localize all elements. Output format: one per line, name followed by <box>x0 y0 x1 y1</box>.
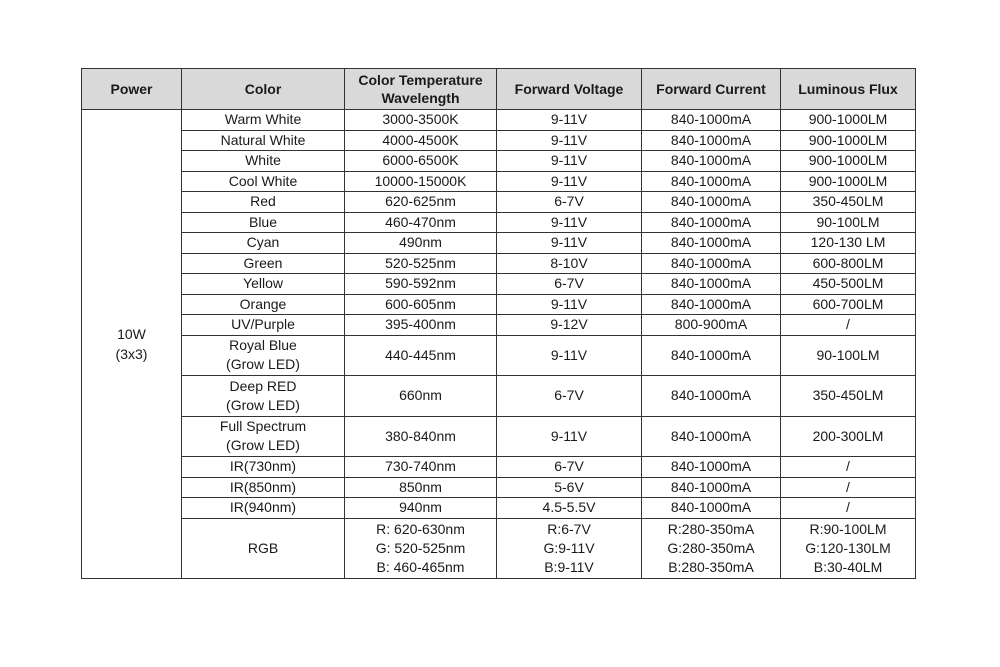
color-cell <box>182 212 345 233</box>
flux-cell-text: 600-700LM <box>812 295 884 312</box>
color-cell <box>182 315 345 336</box>
table-row <box>82 477 916 498</box>
voltage-cell <box>497 315 642 336</box>
flux-cell-text: / <box>846 458 850 475</box>
voltage-cell <box>497 477 642 498</box>
current-cell <box>642 171 781 192</box>
flux-cell <box>781 274 916 295</box>
header-forward-current: Forward Current <box>642 69 781 110</box>
current-cell-text: 840-1000mA <box>670 346 752 363</box>
voltage-cell <box>497 110 642 131</box>
color-cell <box>182 294 345 315</box>
temperature-cell <box>345 416 497 457</box>
color-cell-text: RGB <box>247 539 279 556</box>
temperature-cell <box>345 253 497 274</box>
voltage-cell-text: 9-11V <box>550 213 588 230</box>
flux-cell-text: B:30-40LM <box>813 558 883 575</box>
current-cell <box>642 315 781 336</box>
voltage-cell <box>497 171 642 192</box>
temperature-cell-text: 600-605nm <box>385 295 456 312</box>
voltage-cell-text: 9-11V <box>550 234 588 251</box>
temperature-cell <box>345 518 497 578</box>
header-row <box>82 69 916 110</box>
current-cell <box>642 110 781 131</box>
temperature-cell <box>345 457 497 478</box>
table-row <box>82 274 916 295</box>
flux-cell <box>781 416 916 457</box>
header-forward-voltage: Forward Voltage <box>497 69 642 110</box>
table-row <box>82 130 916 151</box>
flux-cell-text: 90-100LM <box>816 346 880 363</box>
header-power: Power <box>82 69 182 110</box>
current-cell <box>642 233 781 254</box>
flux-cell <box>781 110 916 131</box>
voltage-cell-text: 6-7V <box>554 387 584 404</box>
table-body <box>82 110 916 579</box>
current-cell <box>642 335 781 376</box>
temperature-cell <box>345 376 497 417</box>
current-cell-text: B:280-350mA <box>668 558 754 575</box>
color-cell <box>182 477 345 498</box>
temperature-cell <box>345 294 497 315</box>
current-cell-text: 840-1000mA <box>670 172 752 189</box>
table-row <box>82 498 916 519</box>
current-cell <box>642 416 781 457</box>
voltage-cell-text: B:9-11V <box>544 558 594 575</box>
voltage-cell-text: 9-11V <box>550 131 588 148</box>
table-row <box>82 192 916 213</box>
temperature-cell-text: R: 620-630nm <box>376 520 465 537</box>
current-cell-text: 800-900mA <box>674 316 748 333</box>
current-cell <box>642 253 781 274</box>
table-row <box>82 110 916 131</box>
table-row <box>82 171 916 192</box>
voltage-cell-text: 9-12V <box>550 316 588 333</box>
flux-cell <box>781 130 916 151</box>
voltage-cell <box>497 416 642 457</box>
color-cell <box>182 457 345 478</box>
voltage-cell <box>497 518 642 578</box>
power-cell <box>82 110 182 579</box>
color-cell-text: Full Spectrum <box>219 418 307 435</box>
color-cell-text: Cool White <box>228 172 298 189</box>
color-cell <box>182 376 345 417</box>
flux-cell-text: 900-1000LM <box>808 111 888 128</box>
voltage-cell-text: 6-7V <box>554 275 584 292</box>
current-cell <box>642 294 781 315</box>
voltage-cell <box>497 376 642 417</box>
flux-cell <box>781 192 916 213</box>
table-row <box>82 294 916 315</box>
flux-cell <box>781 151 916 172</box>
color-cell <box>182 192 345 213</box>
color-cell-text: Royal Blue <box>229 337 297 354</box>
current-cell-text: 840-1000mA <box>670 193 752 210</box>
table-row <box>82 315 916 336</box>
header-color-temperature <box>345 69 497 110</box>
current-cell <box>642 130 781 151</box>
table-row <box>82 151 916 172</box>
header-temp-line-2: Wavelength <box>381 90 460 106</box>
color-cell-text: (Grow LED) <box>226 356 300 373</box>
voltage-cell-text: 5-6V <box>554 478 584 495</box>
voltage-cell <box>497 498 642 519</box>
voltage-cell <box>497 212 642 233</box>
flux-cell <box>781 518 916 578</box>
color-cell-text: IR(730nm) <box>229 458 297 475</box>
voltage-cell-text: 9-11V <box>550 111 588 128</box>
color-cell <box>182 416 345 457</box>
color-cell-text: Orange <box>239 295 287 312</box>
color-cell-text: (Grow LED) <box>226 396 300 413</box>
current-cell <box>642 274 781 295</box>
current-cell-text: 840-1000mA <box>670 254 752 271</box>
color-cell-text: Red <box>250 193 276 210</box>
table-row <box>82 518 916 578</box>
color-cell-text: Deep RED <box>229 377 297 394</box>
color-cell-text: Yellow <box>243 275 283 292</box>
voltage-cell <box>497 192 642 213</box>
color-cell-text: Green <box>243 254 283 271</box>
color-cell <box>182 335 345 376</box>
temperature-cell <box>345 477 497 498</box>
temperature-cell-text: 460-470nm <box>385 213 456 230</box>
temperature-cell-text: 520-525nm <box>385 254 456 271</box>
temperature-cell-text: 440-445nm <box>385 346 456 363</box>
current-cell <box>642 457 781 478</box>
power-line: (3x3) <box>115 345 148 362</box>
flux-cell-text: 900-1000LM <box>808 152 888 169</box>
voltage-cell-text: 8-10V <box>550 254 588 271</box>
power-line: 10W <box>117 325 146 342</box>
temperature-cell <box>345 192 497 213</box>
flux-cell <box>781 335 916 376</box>
current-cell-text: 840-1000mA <box>670 213 752 230</box>
temperature-cell-text: 4000-4500K <box>382 131 459 148</box>
color-cell-text: Warm White <box>224 111 302 128</box>
flux-cell <box>781 294 916 315</box>
current-cell-text: 840-1000mA <box>670 478 752 495</box>
voltage-cell <box>497 335 642 376</box>
table-row <box>82 253 916 274</box>
current-cell-text: G:280-350mA <box>667 539 755 556</box>
flux-cell <box>781 376 916 417</box>
table-row <box>82 457 916 478</box>
color-cell-text: IR(940nm) <box>229 499 297 516</box>
table-row <box>82 212 916 233</box>
current-cell <box>642 498 781 519</box>
temperature-cell-text: B: 460-465nm <box>376 558 465 575</box>
color-cell <box>182 498 345 519</box>
color-cell-text: UV/Purple <box>231 316 295 333</box>
color-cell-text: Natural White <box>220 131 306 148</box>
current-cell <box>642 376 781 417</box>
flux-cell <box>781 457 916 478</box>
flux-cell-text: R:90-100LM <box>809 520 887 537</box>
temperature-cell-text: G: 520-525nm <box>375 539 466 556</box>
temperature-cell <box>345 315 497 336</box>
table-row <box>82 335 916 376</box>
flux-cell <box>781 315 916 336</box>
table-row <box>82 233 916 254</box>
voltage-cell <box>497 233 642 254</box>
flux-cell <box>781 477 916 498</box>
voltage-cell-text: 9-11V <box>550 346 588 363</box>
voltage-cell <box>497 274 642 295</box>
temperature-cell-text: 850nm <box>399 478 442 495</box>
flux-cell-text: 600-800LM <box>812 254 884 271</box>
flux-cell <box>781 498 916 519</box>
color-cell <box>182 253 345 274</box>
current-cell <box>642 477 781 498</box>
current-cell-text: 840-1000mA <box>670 458 752 475</box>
current-cell-text: 840-1000mA <box>670 152 752 169</box>
voltage-cell-text: G:9-11V <box>543 539 595 556</box>
flux-cell <box>781 253 916 274</box>
color-cell-text: White <box>245 152 281 169</box>
current-cell-text: 840-1000mA <box>670 234 752 251</box>
color-cell <box>182 171 345 192</box>
voltage-cell <box>497 294 642 315</box>
table-row <box>82 416 916 457</box>
voltage-cell-text: 9-11V <box>550 172 588 189</box>
header-luminous-flux: Luminous Flux <box>781 69 916 110</box>
temperature-cell <box>345 151 497 172</box>
color-cell <box>182 110 345 131</box>
flux-cell-text: 120-130 LM <box>810 234 886 251</box>
temperature-cell-text: 660nm <box>399 387 442 404</box>
table-row <box>82 376 916 417</box>
current-cell-text: 840-1000mA <box>670 387 752 404</box>
temperature-cell-text: 940nm <box>399 499 442 516</box>
temperature-cell <box>345 498 497 519</box>
temperature-cell-text: 590-592nm <box>385 275 456 292</box>
temperature-cell <box>345 130 497 151</box>
voltage-cell-text: 6-7V <box>554 193 584 210</box>
spec-table <box>81 68 916 579</box>
flux-cell-text: 900-1000LM <box>808 172 888 189</box>
current-cell-text: 840-1000mA <box>670 295 752 312</box>
color-cell-text: Blue <box>248 213 278 230</box>
flux-cell-text: 350-450LM <box>812 193 884 210</box>
flux-cell-text: 350-450LM <box>812 387 884 404</box>
color-cell <box>182 274 345 295</box>
current-cell <box>642 192 781 213</box>
color-cell-text: (Grow LED) <box>226 437 300 454</box>
flux-cell-text: G:120-130LM <box>805 539 891 556</box>
voltage-cell <box>497 457 642 478</box>
voltage-cell <box>497 130 642 151</box>
voltage-cell-text: 9-11V <box>550 295 588 312</box>
current-cell <box>642 151 781 172</box>
flux-cell-text: / <box>846 499 850 516</box>
temperature-cell-text: 3000-3500K <box>382 111 459 128</box>
flux-cell-text: / <box>846 478 850 495</box>
temperature-cell <box>345 335 497 376</box>
header-temp-line-1: Color Temperature <box>358 72 483 88</box>
current-cell-text: 840-1000mA <box>670 111 752 128</box>
voltage-cell-text: R:6-7V <box>547 520 591 537</box>
voltage-cell <box>497 253 642 274</box>
temperature-cell-text: 10000-15000K <box>374 172 467 189</box>
current-cell-text: 840-1000mA <box>670 275 752 292</box>
flux-cell <box>781 171 916 192</box>
temperature-cell-text: 395-400nm <box>385 316 456 333</box>
temperature-cell <box>345 274 497 295</box>
temperature-cell-text: 730-740nm <box>385 458 456 475</box>
current-cell-text: 840-1000mA <box>670 131 752 148</box>
header-color: Color <box>182 69 345 110</box>
color-cell-text: IR(850nm) <box>229 478 297 495</box>
temperature-cell <box>345 233 497 254</box>
voltage-cell-text: 9-11V <box>550 427 588 444</box>
color-cell <box>182 151 345 172</box>
temperature-cell <box>345 171 497 192</box>
temperature-cell <box>345 110 497 131</box>
flux-cell <box>781 233 916 254</box>
flux-cell-text: 90-100LM <box>816 213 880 230</box>
flux-cell-text: 450-500LM <box>812 275 884 292</box>
voltage-cell-text: 4.5-5.5V <box>542 499 596 516</box>
voltage-cell <box>497 151 642 172</box>
temperature-cell <box>345 212 497 233</box>
current-cell-text: 840-1000mA <box>670 427 752 444</box>
voltage-cell-text: 9-11V <box>550 152 588 169</box>
temperature-cell-text: 620-625nm <box>385 193 456 210</box>
flux-cell-text: 200-300LM <box>812 427 884 444</box>
temperature-cell-text: 490nm <box>399 234 442 251</box>
color-cell <box>182 518 345 578</box>
current-cell <box>642 518 781 578</box>
current-cell <box>642 212 781 233</box>
current-cell-text: R:280-350mA <box>667 520 755 537</box>
voltage-cell-text: 6-7V <box>554 458 584 475</box>
temperature-cell-text: 6000-6500K <box>382 152 459 169</box>
current-cell-text: 840-1000mA <box>670 499 752 516</box>
color-cell <box>182 130 345 151</box>
flux-cell-text: 900-1000LM <box>808 131 888 148</box>
color-cell-text: Cyan <box>246 234 280 251</box>
color-cell <box>182 233 345 254</box>
temperature-cell-text: 380-840nm <box>385 427 456 444</box>
flux-cell-text: / <box>846 316 850 333</box>
flux-cell <box>781 212 916 233</box>
